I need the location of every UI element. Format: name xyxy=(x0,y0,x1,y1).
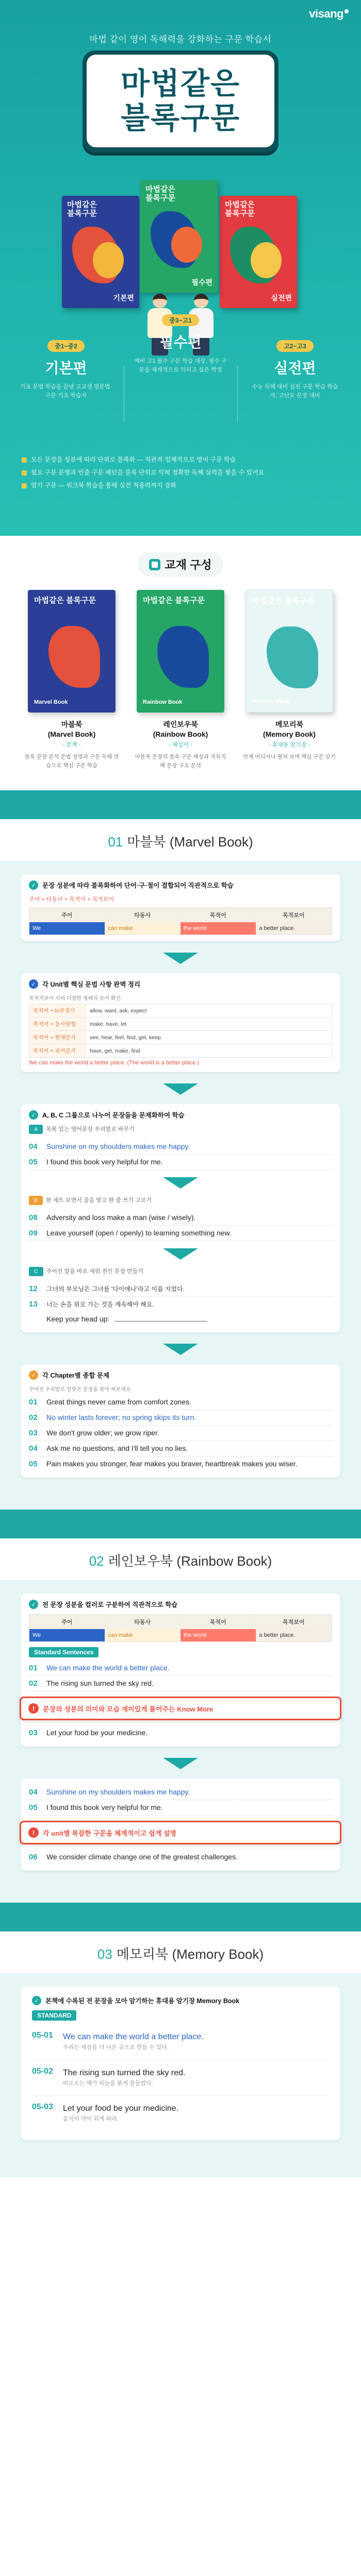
level-desc: 수능 독해 대비 실전 구문 학습 학습자, 고난도 문장 대비 xyxy=(252,384,338,399)
list-item: 01 We can make the world a better place. xyxy=(29,1660,332,1676)
memory-title: 03 메모리북 (Memory Book) xyxy=(97,1946,264,1962)
book-sub: - 본책 - xyxy=(62,741,81,748)
list-item: 13 너는 손을 위로 가는 것을 계속해야 해요. xyxy=(29,1300,154,1309)
marvel-panel-review: ✓ 각 Chapter별 종합 문제 주어진 우리말로 알맞은 문장을 찾아 써보세요 01 Great things never came from comfort zones. 02 No winter lasts forever; no spring skips its turn. 03 We don't grow older; we grow riper. 04 Ask me no questions, and I'll tell you no lies. 05 Pain makes you stronger, fear makes you braver, heartbreak makes you wiser. xyxy=(21,1364,340,1478)
grade-badge: 중1~중2 xyxy=(47,340,85,352)
example-sentence: We can make the world a better place. (The world is a better place.) xyxy=(29,1060,199,1066)
cover-image: 마법같은 블록구문 Marvel Book xyxy=(28,590,116,713)
cover-shape-icon xyxy=(251,242,282,278)
level-desc: 예비 고1 필수 구문 학습 대상, 필수 구문을 체계적으로 익히고 싶은 학생 xyxy=(134,358,227,374)
memory-section xyxy=(0,1973,361,2167)
cover-image: 마법같은 블록구문 Rainbow Book xyxy=(137,590,224,713)
list-item: 04 Sunshine on my shoulders makes me happy. xyxy=(29,1139,332,1155)
hero-subtitle: 마법 같이 영어 독해력을 강화하는 구문 학습서 xyxy=(89,35,272,44)
list-item: 03 We don't grow older; we grow riper. xyxy=(29,1426,332,1441)
book-cover-basic: 마법같은 블록구문 기본편 xyxy=(62,196,139,308)
level-title: 기본편 xyxy=(45,360,87,376)
book-sub: - 휴대용 암기장 - xyxy=(268,741,310,748)
level-card-practical xyxy=(243,340,347,400)
book-sub: - 해설서 - xyxy=(169,741,192,748)
group-c-tab: C xyxy=(29,1267,43,1276)
grade-badge: 중3~고1 xyxy=(162,314,199,326)
composition-marvel xyxy=(24,590,120,770)
feature-list xyxy=(21,453,340,492)
alert-icon: ! xyxy=(28,1827,39,1838)
feature-item: 모든 문장을 성분에 따라 단위로 블록화 — 직관적·입체적으로 영어 구문 학습 xyxy=(21,453,340,466)
check-icon: ✓ xyxy=(32,1996,41,2005)
structure-table: 주어 타동사 목적어 목적보어 We can make the world a better place. xyxy=(29,907,332,935)
arrow-down-icon xyxy=(163,1758,198,1769)
rainbow-panel-structure: ✓ 전 문장 성분을 컬러로 구분하여 직관적으로 학습 주어 타동사 목적어 목적보어 We can make the world a better place. Standard Sentences 01 We can make the world a better place. 02 The rising sun turned the sky red. ! 문장의 성분의 의미와 모습 재미있게 풀어주는 Know More 03 Let your food be your medicine. xyxy=(21,1594,340,1747)
cover-shape-icon xyxy=(267,626,318,688)
rainbow-title: 02 레인보우북 (Rainbow Book) xyxy=(89,1553,272,1569)
hero-title-line1: 마법같은 xyxy=(120,66,241,101)
level-cards xyxy=(0,309,361,474)
list-item: 04 Ask me no questions, and I'll tell you no lies. xyxy=(29,1441,332,1456)
cover-image: 마법같은 블록구문 Memory Book xyxy=(245,590,333,713)
group-b-tab: B xyxy=(29,1196,43,1205)
book-name-en: (Marvel Book) xyxy=(47,730,96,738)
composition-memory xyxy=(242,590,337,770)
list-item: 05 Pain makes you stronger, fear makes you braver, heartbreak makes you wiser. xyxy=(29,1460,298,1469)
level-card-basic xyxy=(14,340,118,400)
marvel-section xyxy=(0,861,361,1510)
alert-icon: ! xyxy=(28,1703,39,1714)
divider xyxy=(237,366,238,422)
cover-shape-icon xyxy=(171,227,202,263)
book-name: 마블북 xyxy=(61,720,83,728)
table-row: 목적어 + 동사원형 make, have, let xyxy=(29,1018,332,1031)
marvel-panel-structure: ✓ 문장 성분에 따라 블록화하여 단어·구·절이 결합되어 직관적으로 학습 주어 + 타동사 + 목적어 + 목적보어 주어 타동사 목적어 목적보어 We can make the world a better place. xyxy=(21,874,340,941)
formula: 주어 + 타동사 + 목적어 + 목적보어 xyxy=(29,896,114,903)
marvel-title: 01 마블북 (Marvel Book) xyxy=(108,834,253,850)
blank-line[interactable] xyxy=(114,1315,207,1321)
memory-panel: ✓ 본책에 수록된 전 문장을 모아 암기하는 휴대용 암기장 Memory Book STANDARD 05-01 We can make the world a better place. 우리는 세상을 더 나은 곳으로 만들 수 있다. 05-02 The rising sun turned the sky red. 떠오르는 해가 하늘을 붉게 물들였다. 05-03 Let your food be your medicine. 음식이 약이 되게 하라. xyxy=(21,1987,340,2140)
list-item: 05 I found this book very helpful for me. xyxy=(29,1155,332,1170)
book-cover-practical: 마법같은 블록구문 실전편 xyxy=(220,196,297,308)
check-icon: ✓ xyxy=(29,1110,38,1120)
memory-item: 05-03 Let your food be your medicine. 음식이 약이 되게 하라. xyxy=(32,2103,179,2123)
standard-tag: STANDARD xyxy=(32,2010,76,2021)
hero-title-line2: 블록구문 xyxy=(120,100,241,135)
check-icon: ✓ xyxy=(29,1370,38,1380)
level-title: 필수편 xyxy=(159,334,202,350)
arrow-down-icon xyxy=(163,1177,198,1189)
list-item: 04 Sunshine on my shoulders makes me happy. xyxy=(29,1785,332,1800)
list-item: 06 We consider climate change one of the greatest challenges. xyxy=(29,1853,238,1862)
section-band xyxy=(0,1903,361,1931)
book-name-en: (Rainbow Book) xyxy=(153,730,208,738)
standard-tag: Standard Sentences xyxy=(29,1647,99,1657)
check-icon: ✓ xyxy=(29,880,38,890)
book-label: 필수편 xyxy=(191,278,212,286)
arrow-down-icon xyxy=(163,1248,198,1260)
marvel-panel-grammar: ✓ 각 Unit별 핵심 문법 사항 완벽 정리 목적격보어 자리 다양한 형태의 보어 확인 목적어 + to부정사 allow, want, ask, expect 목적어 + 동사원형 make, have, let 목적어 + 현재분사 see, hear, feel, find, get, keep 목적어 + 과거분사 have, get, make, find We can make the world a better place. (The world is a better place.) xyxy=(21,973,340,1072)
cover-shape-icon xyxy=(93,242,124,278)
arrow-down-icon xyxy=(163,1344,198,1355)
section-title: 교재 구성 xyxy=(165,558,212,571)
group-a-tab: A xyxy=(29,1125,43,1134)
level-card-essential xyxy=(129,314,232,375)
composition-books xyxy=(0,587,361,790)
list-item: 01 Great things never came from comfort zones. xyxy=(29,1395,332,1410)
arrow-down-icon xyxy=(163,953,198,964)
section-band xyxy=(0,790,361,819)
grammar-table xyxy=(29,1004,332,1058)
rainbow-panel-analysis xyxy=(21,1778,340,1871)
grade-badge: 고2~고3 xyxy=(276,340,314,352)
explanation-callout: ! 각 unit별 복잡한 구문을 체계적이고 쉽게 설명 xyxy=(20,1821,341,1844)
list-item: 03 Let your food be your medicine. xyxy=(29,1728,148,1738)
composition-header xyxy=(0,536,361,587)
memory-item: 05-01 We can make the world a better place. 우리는 세상을 더 나은 곳으로 만들 수 있다. xyxy=(32,2024,329,2060)
footer-spacer xyxy=(0,2167,361,2177)
rainbow-section xyxy=(0,1580,361,1903)
table-row: 목적어 + 과거분사 have, get, make, find xyxy=(29,1044,332,1058)
list-item: 12 그녀의 부모님은 그녀를 '다이애나'라고 이름 지었다. xyxy=(29,1281,332,1297)
book-desc: 마블북 문장의 블록 구문 해설과 직독직해 문장 구조 분석 xyxy=(135,753,226,769)
list-item: 05 I found this book very helpful for me. xyxy=(29,1800,332,1816)
book-name: 레인보우북 xyxy=(163,720,198,728)
know-more-callout: ! 문장의 성분의 의미와 모습 재미있게 풀어주는 Know More xyxy=(20,1697,341,1720)
cover-shape-icon xyxy=(157,626,209,688)
marvel-panel-practice: ✓ A, B, C 그룹으로 나누어 문장들을 문제화하여 학습 A 목록 있는 영어문장 우리말로 바꾸기 04 Sunshine on my shoulders makes me happy. 05 I found this book very helpful for me. B 한 세트 보면서 골을 맞고 한 줄 쓰기 고르기 08 Adversity and loss make a man (wise / wisely). 09 Leave yourself (open / openly) to learning something new. C 주어진 말을 바로 세워 전인 문장 만들기 12 그녀의 부모님은 그녀를 '다이애나'라고 이름 지었다. 13 너는 손을 위로 가는 것을 계속해야 해요. Keep your head up: xyxy=(21,1104,340,1332)
list-item: 02 No winter lasts forever; no spring skips its turn. xyxy=(29,1410,332,1426)
feature-item: 암기 구문 — 워크북 학습을 통해 실전 적용력까지 강화 xyxy=(21,479,340,492)
level-desc: 기초 문법 학습을 끝낸 고교생 영문법·구문 기초 학습자 xyxy=(20,384,112,399)
answer-field[interactable]: Keep your head up: xyxy=(29,1312,332,1326)
book-name: 메모리북 xyxy=(275,720,304,728)
book-icon xyxy=(149,559,160,570)
list-item: 08 Adversity and loss make a man (wise / wisely). xyxy=(29,1210,332,1226)
check-icon: ✓ xyxy=(29,1600,38,1609)
book-cover-essential: 마법같은 블록구문 필수편 xyxy=(140,180,218,293)
hero-section xyxy=(0,0,361,536)
arrow-down-icon xyxy=(163,1083,198,1095)
feature-item: 필요 구문 문형과 빈출 구문 패턴을 블록 단위로 익혀 정확한 독해 실력을 쌓을 수 있어요 xyxy=(21,466,340,479)
book-desc: 블록 문장 분석 문법 설명과 구문 독해 연습으로 핵심 구문 학습 xyxy=(24,753,119,769)
composition-rainbow xyxy=(133,590,228,770)
memory-item: 05-02 The rising sun turned the sky red. 떠오르는 해가 하늘을 붉게 물들였다. xyxy=(32,2060,329,2096)
book-name-en: (Memory Book) xyxy=(263,730,316,738)
list-item: 02 The rising sun turned the sky red. xyxy=(29,1676,332,1691)
book-label: 기본편 xyxy=(113,294,134,302)
list-item: 09 Leave yourself (open / openly) to learning something new. xyxy=(29,1226,332,1241)
check-icon: ✓ xyxy=(29,979,38,989)
logo-dot-icon xyxy=(344,9,349,13)
level-title: 실전편 xyxy=(274,360,316,376)
brand-logo[interactable]: visang xyxy=(309,7,349,21)
book-label: 실전편 xyxy=(271,294,292,302)
cover-shape-icon xyxy=(48,626,100,688)
table-row: 목적어 + to부정사 allow, want, ask, expect xyxy=(29,1004,332,1018)
structure-table: 주어 타동사 목적어 목적보어 We can make the world a better place. xyxy=(29,1614,332,1642)
hero-title-box xyxy=(83,50,278,152)
section-band xyxy=(0,1510,361,1538)
book-desc: 언제 어디서나 펼쳐 보며 핵심 구문 암기 xyxy=(243,753,336,760)
table-row: 목적어 + 현재분사 see, hear, feel, find, get, keep xyxy=(29,1031,332,1044)
